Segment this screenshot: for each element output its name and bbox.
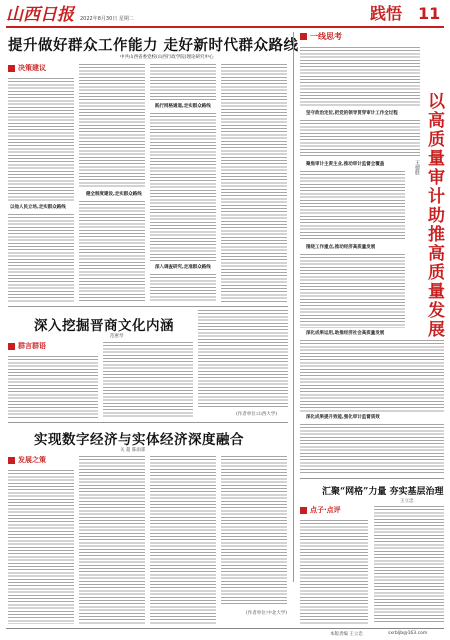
- footer-editor: 本版责编 王立忠: [330, 632, 363, 637]
- text-block: [150, 274, 216, 302]
- masthead-rule: [6, 26, 444, 28]
- section-name: 践悟: [370, 4, 403, 23]
- text-block: [374, 506, 444, 624]
- text-block: [8, 356, 98, 418]
- article-4-kicker: 点子·点评: [300, 506, 341, 515]
- text-block: [300, 520, 368, 624]
- sidebar-subhead-5: 深化成果提升效能,强化审计监督质效: [306, 415, 380, 420]
- text-block: [300, 171, 405, 241]
- text-block: [103, 342, 193, 418]
- article-3-note: (作者单位:中北大学): [246, 611, 288, 616]
- divider: [8, 306, 288, 307]
- text-block: [8, 470, 74, 624]
- footer-email: sxrbljb@163.com: [388, 631, 428, 636]
- article-2-author: 范惠琴: [110, 334, 124, 339]
- masthead-date: 2022年8月30日 星期二: [80, 16, 134, 22]
- footer-rule: [6, 628, 444, 629]
- article-1-affiliation: 中共山西省委党校(山西行政学院)理论研究中心: [120, 55, 214, 60]
- text-block: [150, 456, 216, 624]
- article-2-note: (作者单位:山西大学): [236, 412, 278, 417]
- article-2-kicker: 群言群语: [8, 342, 46, 351]
- text-block: [300, 254, 405, 328]
- text-block: [150, 113, 216, 261]
- text-block: [8, 214, 74, 302]
- divider: [293, 32, 294, 582]
- text-block: [79, 64, 145, 188]
- text-block: [8, 78, 74, 202]
- divider: [300, 478, 444, 479]
- divider: [8, 422, 288, 423]
- text-block: [79, 456, 145, 624]
- sidebar-subhead-3: 围绕工作重点,推动经济高质量发展: [306, 245, 376, 250]
- page-number: 11: [418, 4, 441, 23]
- sidebar-author: 王德胜: [414, 160, 420, 175]
- article-1-subhead-1: 以他人民立场,走实群众路线: [10, 205, 66, 210]
- masthead-logo: 山西日报: [6, 5, 74, 25]
- article-3-title: 实现数字经济与实体经济深度融合: [34, 432, 244, 448]
- article-2-title: 深入挖掘晋商文化内涵: [34, 318, 174, 334]
- sidebar-subhead-2: 聚焦审计主责主业,推动审计监督全覆盖: [306, 162, 385, 167]
- article-3-author: 关 超 陈雨霏: [120, 448, 146, 453]
- text-block: [300, 120, 420, 158]
- sidebar-kicker: 一线思考: [300, 32, 342, 42]
- text-block: [300, 340, 444, 412]
- article-1-kicker: 决策建议: [8, 64, 46, 73]
- text-block: [221, 456, 287, 606]
- sidebar-subhead-1: 坚守政治定位,把党的领导贯穿审计工作全过程: [306, 111, 398, 116]
- article-4-author: 王立忠: [400, 499, 414, 504]
- text-block: [150, 64, 216, 100]
- sidebar-subhead-4: 深化成果运用,助推经济社会高质量发展: [306, 331, 385, 336]
- article-1-subhead-2: 健全制度建设,走实群众路线: [86, 192, 142, 197]
- article-4-title: 汇聚“网格”力量 夯实基层治理: [322, 487, 444, 497]
- article-1-title: 提升做好群众工作能力 走好新时代群众路线: [8, 37, 299, 54]
- text-block: [221, 64, 287, 302]
- text-block: [198, 310, 288, 408]
- article-1-subhead-3: 践行网格通道,走实群众路线: [155, 104, 211, 109]
- text-block: [300, 424, 444, 474]
- article-1-subhead-4: 深入调查研究,走准群众路线: [155, 265, 211, 270]
- article-3-kicker: 发展之策: [8, 456, 46, 465]
- text-block: [79, 201, 145, 302]
- sidebar-vertical-title: 以高质量审计助推高质量发展: [424, 92, 444, 339]
- text-block: [300, 47, 420, 107]
